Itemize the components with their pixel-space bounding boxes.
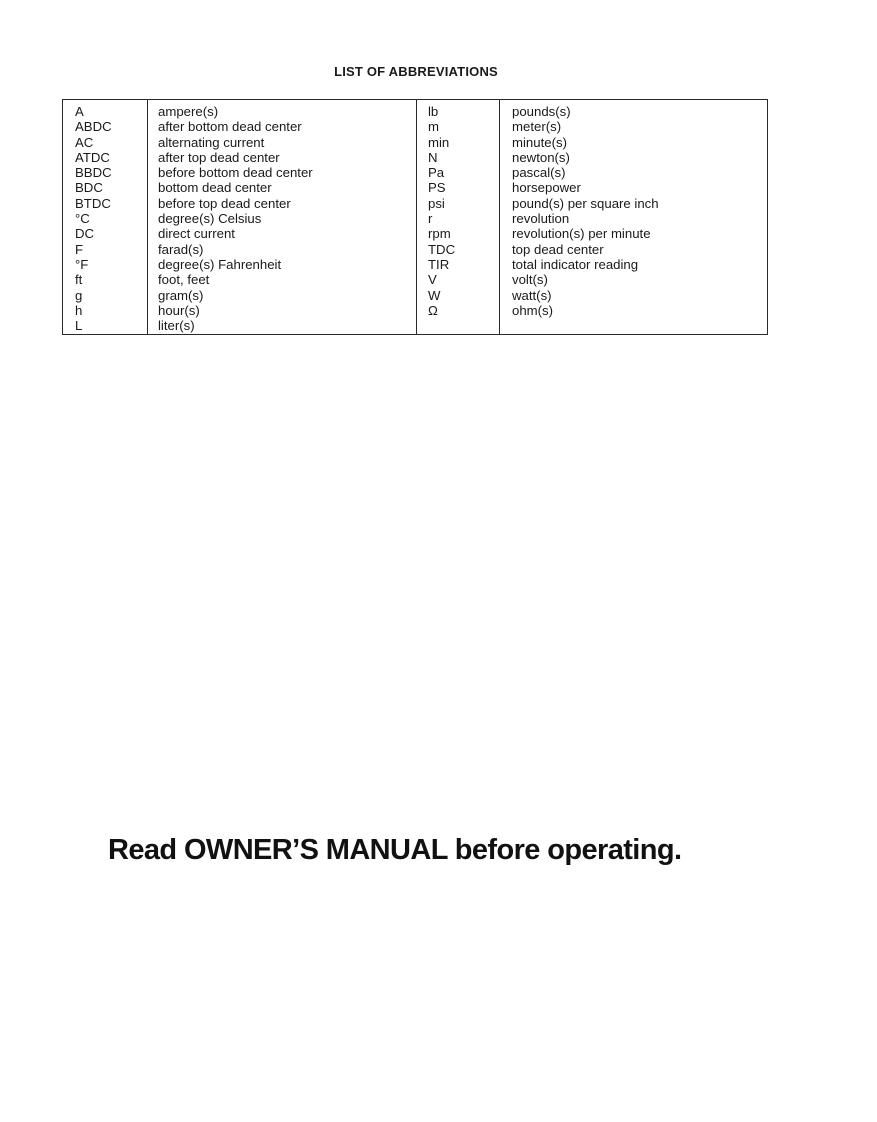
meaning: after top dead center	[158, 149, 280, 165]
abbreviation: AC	[75, 134, 94, 150]
left-abbreviation-column	[75, 104, 112, 333]
abbreviation: psi	[428, 195, 445, 211]
abbreviation: TIR	[428, 256, 450, 272]
meaning: before top dead center	[158, 195, 291, 211]
meaning: pound(s) per square inch	[512, 195, 659, 211]
meaning: horsepower	[512, 180, 581, 196]
abbreviation: h	[75, 302, 83, 318]
abbreviation: DC	[75, 226, 95, 242]
meaning: direct current	[158, 226, 235, 242]
abbreviation: V	[428, 272, 437, 288]
abbreviation: °F	[75, 256, 89, 272]
abbreviation: BTDC	[75, 195, 111, 211]
meaning: volt(s)	[512, 272, 548, 288]
meaning: meter(s)	[512, 119, 562, 135]
abbreviation: PS	[428, 180, 446, 196]
column-divider	[147, 100, 148, 334]
meaning: foot, feet	[158, 272, 210, 288]
meaning: revolution(s) per minute	[512, 226, 651, 242]
meaning: farad(s)	[158, 241, 204, 257]
meaning: watt(s)	[512, 287, 552, 303]
abbreviation: rpm	[428, 226, 451, 242]
abbreviation: lb	[428, 104, 439, 119]
meaning: revolution	[512, 211, 570, 227]
column-divider	[416, 100, 417, 334]
meaning: pounds(s)	[512, 104, 571, 119]
abbreviation: L	[75, 318, 83, 334]
meaning: ohm(s)	[512, 302, 554, 318]
column-divider	[499, 100, 500, 334]
abbreviation: W	[428, 287, 441, 303]
meaning: gram(s)	[158, 287, 204, 303]
right-abbreviation-column	[428, 104, 455, 318]
meaning: before bottom dead center	[158, 165, 313, 181]
abbreviation: F	[75, 241, 84, 257]
meaning: total indicator reading	[512, 256, 639, 272]
abbreviation: ATDC	[75, 149, 110, 165]
abbreviation: r	[428, 211, 433, 227]
meaning: bottom dead center	[158, 180, 272, 196]
abbreviation: BDC	[75, 180, 103, 196]
meaning: minute(s)	[512, 134, 567, 150]
meaning: newton(s)	[512, 149, 570, 165]
abbreviation: °C	[75, 211, 90, 227]
left-meaning-column	[158, 104, 313, 333]
meaning: alternating current	[158, 134, 265, 150]
abbreviation: N	[428, 149, 438, 165]
abbreviations-table	[62, 99, 768, 335]
abbreviation: g	[75, 287, 83, 303]
abbreviation: A	[75, 104, 84, 119]
abbreviation: min	[428, 134, 450, 150]
abbreviation: Ω	[428, 302, 438, 318]
meaning: pascal(s)	[512, 165, 566, 181]
meaning: ampere(s)	[158, 104, 219, 119]
meaning: after bottom dead center	[158, 119, 302, 135]
meaning: top dead center	[512, 241, 604, 257]
meaning: degree(s) Celsius	[158, 211, 262, 227]
meaning: hour(s)	[158, 302, 200, 318]
abbreviation: m	[428, 119, 439, 135]
right-meaning-column	[512, 104, 659, 318]
page-title: LIST OF ABBREVIATIONS	[334, 64, 498, 79]
abbreviation: TDC	[428, 241, 456, 257]
abbreviation: ft	[75, 272, 83, 288]
meaning: degree(s) Fahrenheit	[158, 256, 282, 272]
abbreviation: ABDC	[75, 119, 112, 135]
owners-manual-notice: Read OWNER’S MANUAL before operating.	[108, 834, 682, 866]
meaning: liter(s)	[158, 318, 195, 334]
abbreviation: BBDC	[75, 165, 112, 181]
abbreviation: Pa	[428, 165, 445, 181]
